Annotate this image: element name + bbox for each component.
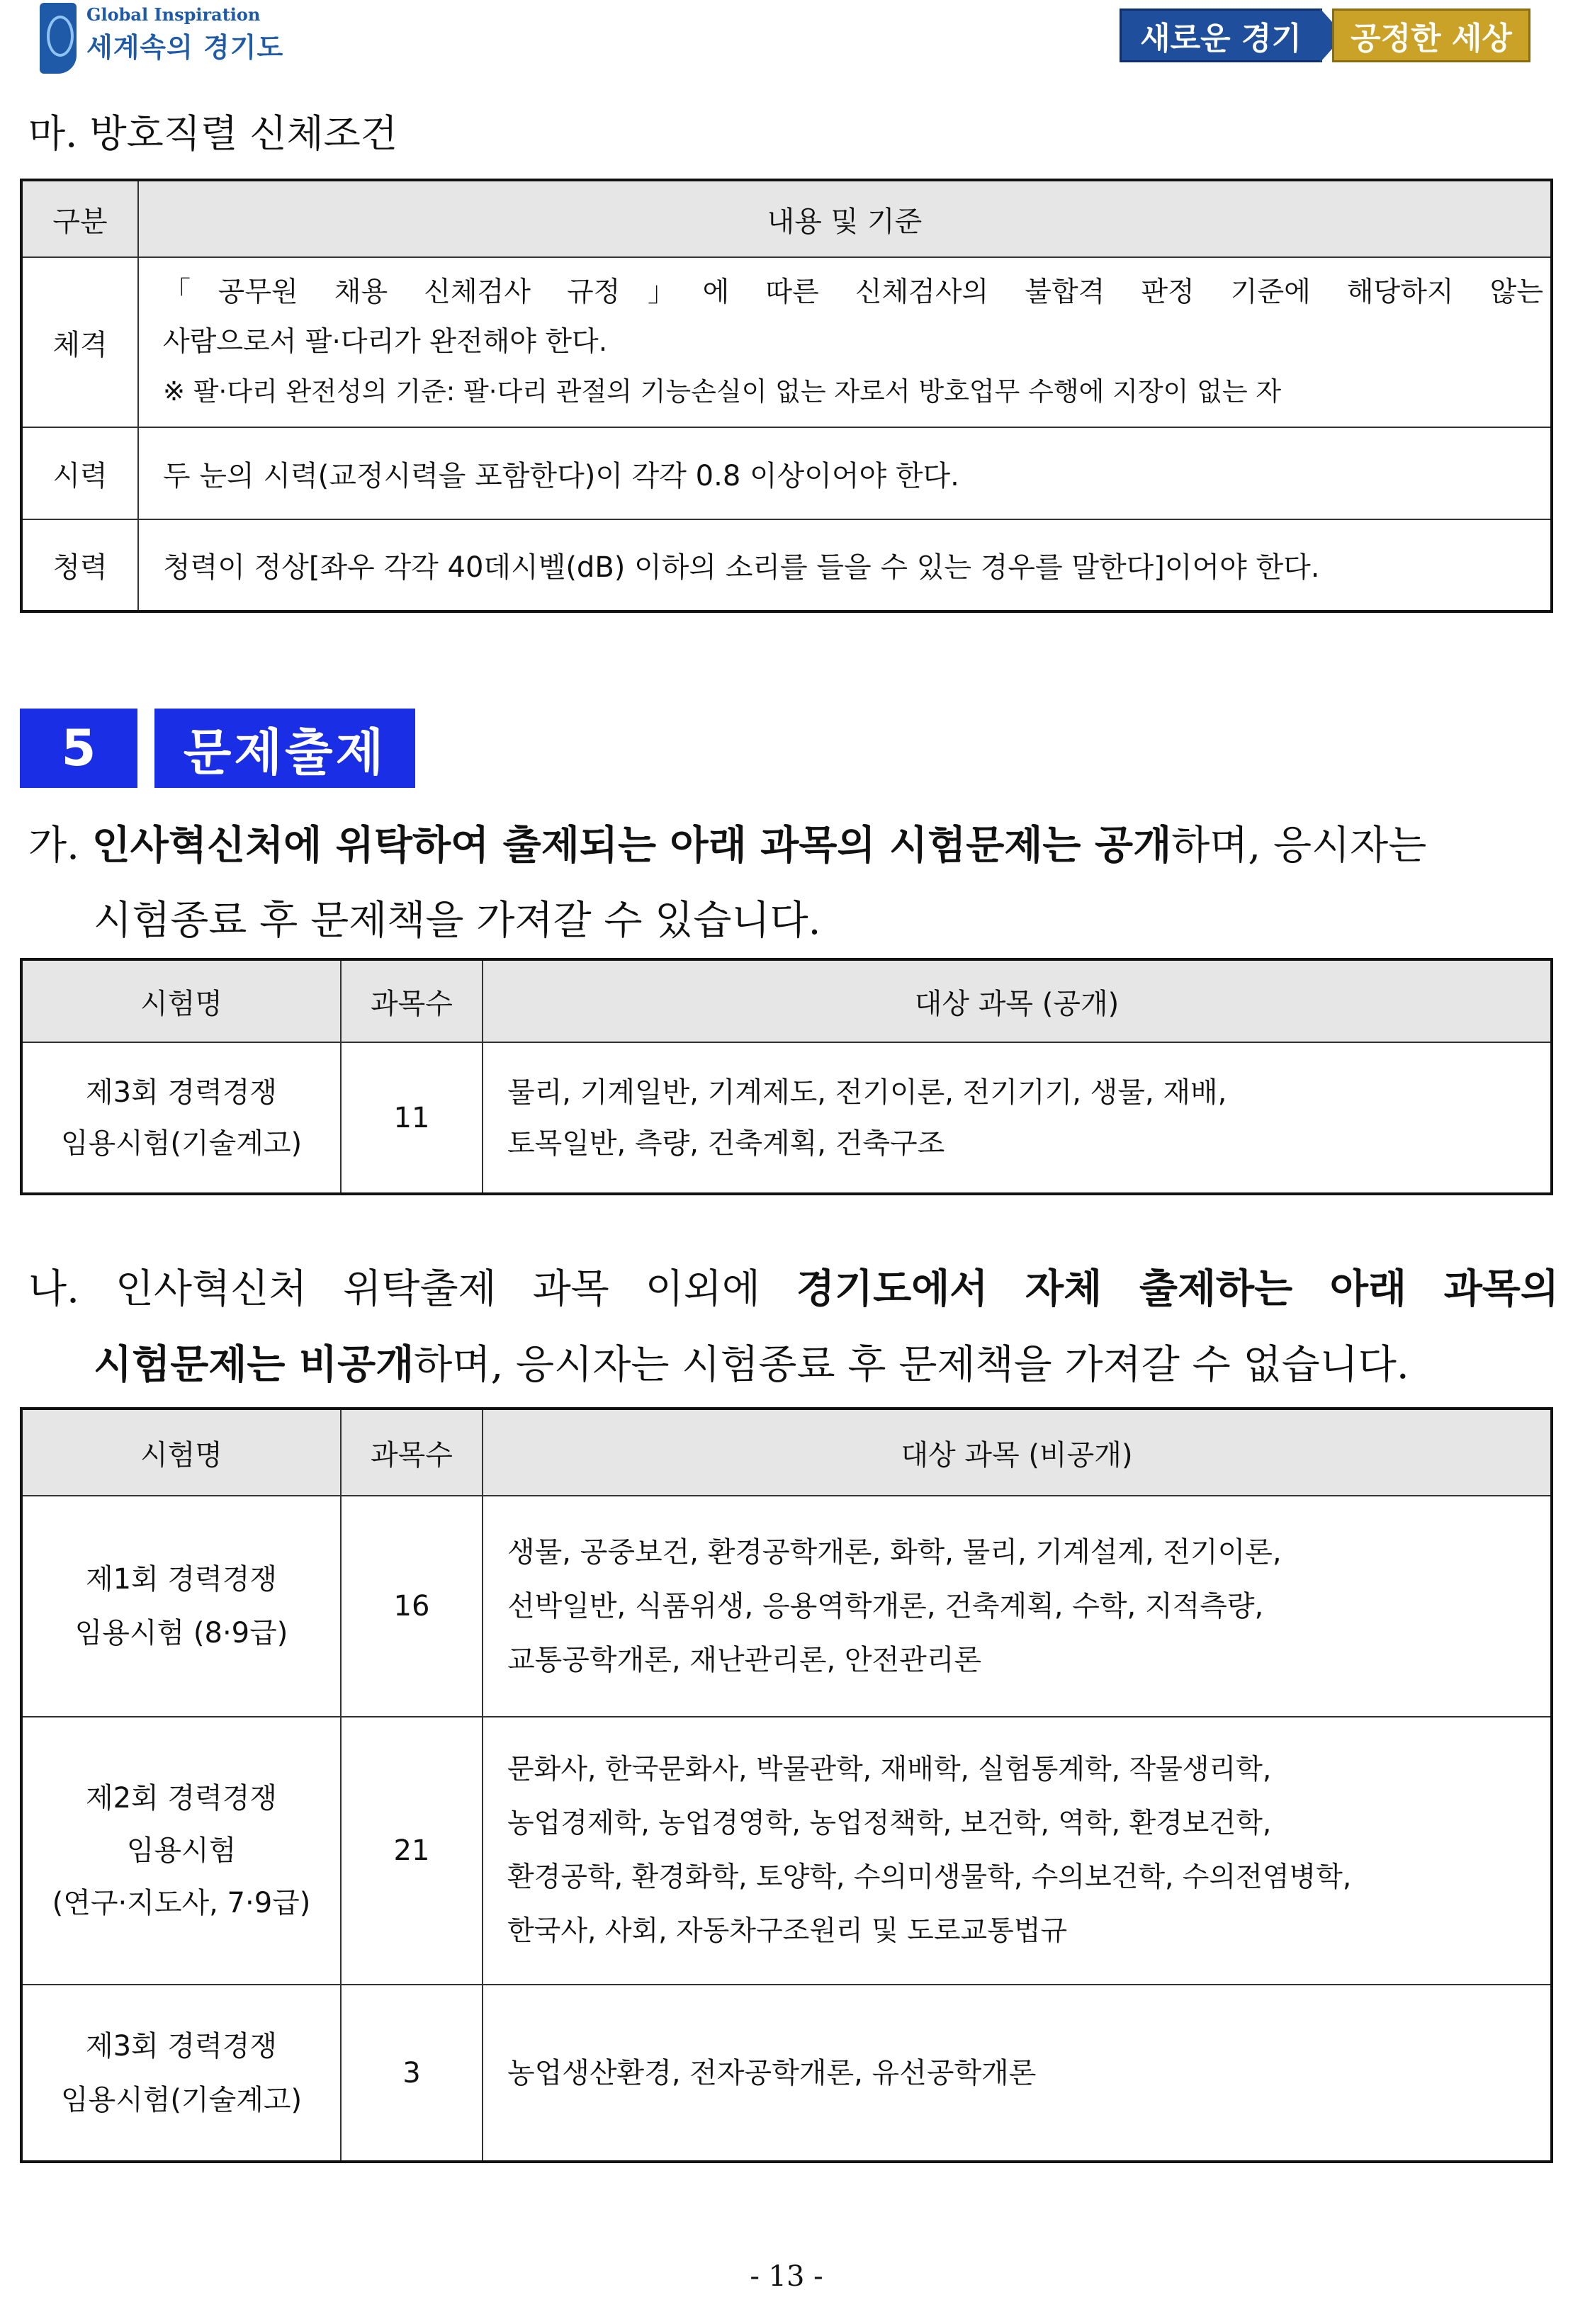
para-prefix: 나. 인사혁신처 위탁출제 과목 이외에 [28,1266,796,1312]
subject-list [483,1985,1552,2162]
subject-line: 생물, 공중보건, 환경공학개론, 화학, 물리, 기계설계, 전기이론, [507,1536,1282,1569]
subject-list [483,1717,1552,1985]
exam-name-line: 임용시험 [126,1834,237,1867]
exam-name [21,1985,341,2162]
subject-line: 교통공학개론, 재난관리론, 안전관리론 [507,1644,982,1676]
exam-name-line: 제1회 경력경쟁 [85,1563,277,1596]
physical-conditions-table [20,179,1553,613]
para-rest: 하며, 응시자는 [1171,823,1427,869]
subject-line: 환경공학, 환경화학, 토양학, 수의미생물학, 수의보건학, 수의전염병학, [507,1861,1352,1893]
exam-name [21,1717,341,1985]
subject-line: 한국사, 사회, 자동차구조원리 및 도로교통법규 [507,1915,1068,1947]
column-header: 내용 및 기준 [138,180,1552,257]
para-prefix: 가. [28,823,92,869]
subject-count: 16 [341,1496,483,1717]
page-number: - 13 - [750,2260,823,2293]
logo-subtitle: Global Inspiration [86,4,261,25]
content-line: 「공무원 채용 신체검사 규정」에 따른 신체검사의 불합격 판정 기준에 해당하지 않는 [163,276,1543,308]
table-row [21,1985,1552,2162]
para-bold: 인사혁신처에 위탁하여 출제되는 아래 과목의 시험문제는 공개 [91,822,1172,869]
column-header: 대상 과목 (공개) [483,959,1552,1042]
table-row [21,257,1552,427]
exam-name-line: 임용시험 (8·9급) [74,1617,288,1649]
subject-count: 3 [341,1985,483,2162]
subject-line: 농업생산환경, 전자공학개론, 유선공학개론 [507,2056,1037,2089]
para-bold: 시험문제는 비공개 [94,1341,415,1388]
gyeonggi-logo [40,0,309,78]
exam-name-line: 제3회 경력경쟁 [85,2029,277,2063]
row-content: 청력이 정상[좌우 각각 40데시벨(dB) 이하의 소리를 들을 수 있는 경우를 말한다]이어야 한다. [138,519,1552,611]
logo-mark-icon [40,3,77,74]
paragraph-ga [28,808,1559,959]
table-header-row [21,959,1552,1042]
row-content: 두 눈의 시력(교정시력을 포함한다)이 각각 0.8 이상이어야 한다. [138,427,1552,519]
slogan-right: 공정한 세상 [1332,9,1530,62]
content-line: 사람으로서 팔·다리가 완전해야 한다. [163,326,608,358]
column-header: 과목수 [341,1409,483,1496]
column-header: 구분 [21,180,138,257]
column-header: 시험명 [21,1409,341,1496]
subject-count: 21 [341,1717,483,1985]
subject-line: 물리, 기계일반, 기계제도, 전기이론, 전기기기, 생물, 재배, [507,1076,1227,1109]
private-subjects-table [20,1407,1553,2163]
section-heading: 문제출제 [154,709,415,788]
slogan-banner [1120,9,1530,62]
column-header: 과목수 [341,959,483,1042]
row-label: 시력 [21,427,138,519]
section-number-badge: 5 [20,709,137,788]
exam-name-line: 임용시험(기술계고) [60,1127,303,1160]
paragraph-na [28,1251,1559,1403]
row-content [138,257,1552,427]
subject-list [483,1496,1552,1717]
subject-line: 농업경제학, 농업경영학, 농업정책학, 보건학, 역학, 환경보건학, [507,1807,1272,1839]
column-header: 시험명 [21,959,341,1042]
public-subjects-table [20,958,1553,1195]
table-row [21,427,1552,519]
exam-name [21,1496,341,1717]
exam-name-line: 제2회 경력경쟁 [85,1782,277,1815]
table-row [21,1496,1552,1717]
exam-name-line: 제3회 경력경쟁 [85,1076,277,1109]
slogan-left: 새로운 경기 [1120,9,1322,62]
exam-name-line: 임용시험(기술계고) [60,2083,303,2116]
row-label: 청력 [21,519,138,611]
column-header: 대상 과목 (비공개) [483,1409,1552,1496]
subject-line: 선박일반, 식품위생, 응용역학개론, 건축계획, 수학, 지적측량, [507,1590,1264,1623]
table-row [21,519,1552,611]
para-line: 시험종료 후 문제책을 가져갈 수 있습니다. [94,898,821,944]
subject-list [483,1042,1552,1194]
table-row [21,1042,1552,1194]
subject-count: 11 [341,1042,483,1194]
table-row [21,1717,1552,1985]
para-rest: 하며, 응시자는 시험종료 후 문제책을 가져갈 수 없습니다. [414,1342,1409,1388]
subject-line: 문화사, 한국문화사, 박물관학, 재배학, 실험통계학, 작물생리학, [507,1754,1272,1786]
table-header-row [21,1409,1552,1496]
exam-name [21,1042,341,1194]
exam-name-line: (연구·지도사, 7·9급) [52,1887,311,1919]
row-label: 체격 [21,257,138,427]
subject-line: 토목일반, 측량, 건축계획, 건축구조 [507,1127,945,1160]
section-ma-title: 마. 방호직렬 신체조건 [28,111,398,156]
logo-title: 세계속의 경기도 [86,32,284,63]
para-bold: 경기도에서 자체 출제하는 아래 과목의 [796,1265,1559,1312]
content-note: ※ 팔·다리 완전성의 기준: 팔·다리 관절의 기능손실이 없는 자로서 방호업무 수행에 지장이 없는 자 [163,376,1282,407]
table-header-row [21,180,1552,257]
